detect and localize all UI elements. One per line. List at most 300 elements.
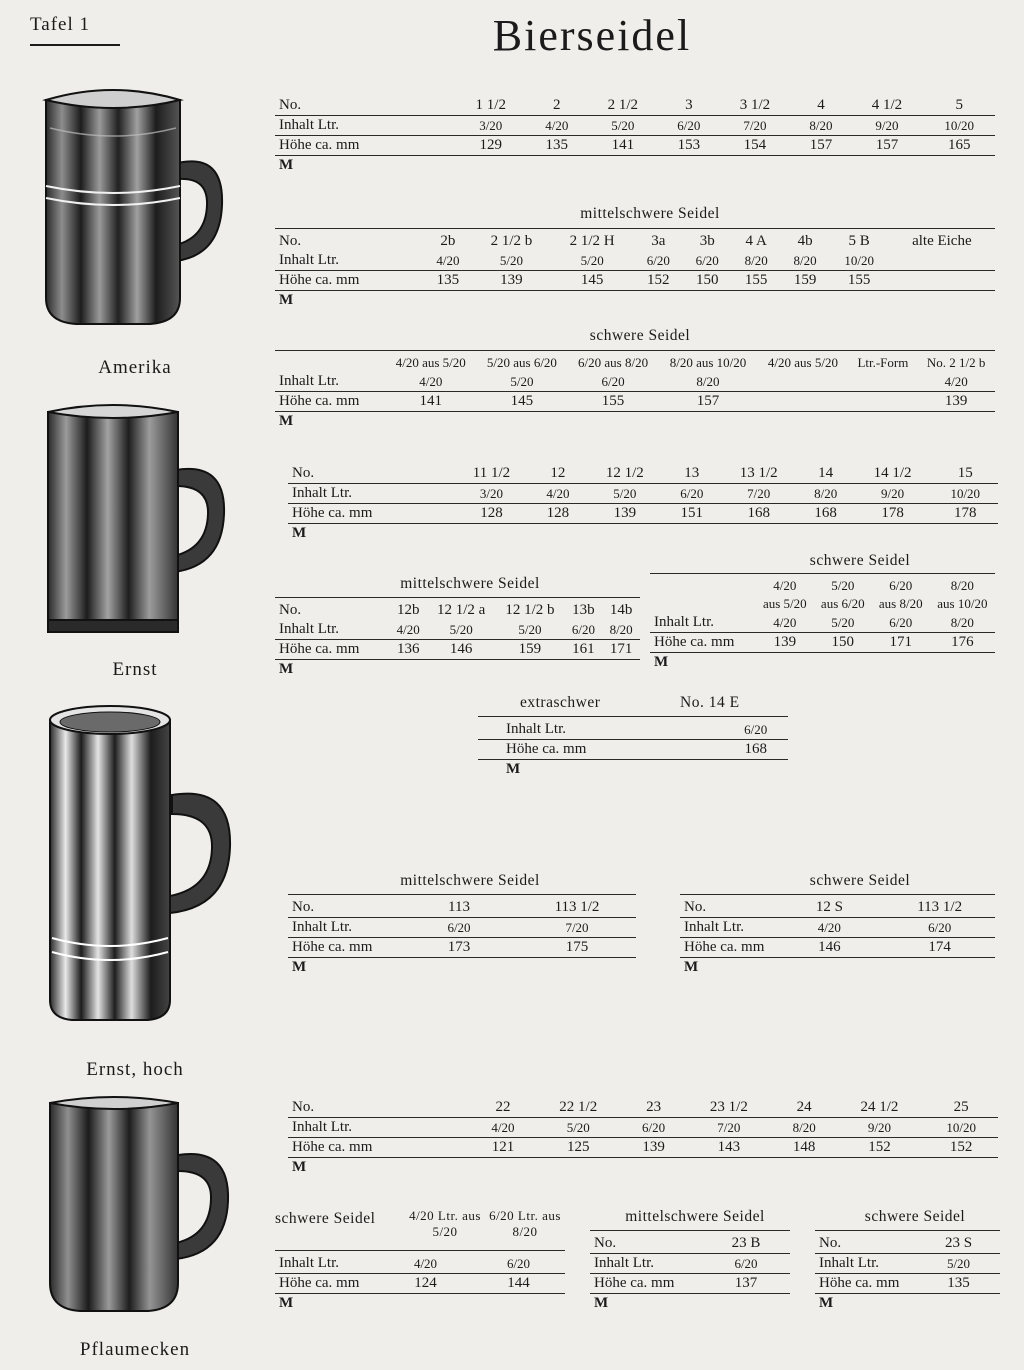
table-row xyxy=(275,1294,565,1314)
cell: 3 xyxy=(659,96,718,116)
cell: 13 1/2 xyxy=(719,464,799,484)
row-label-m: M xyxy=(292,1159,307,1175)
cell: 23 1/2 xyxy=(684,1098,774,1118)
cell: 146 xyxy=(774,938,884,958)
table-row xyxy=(650,633,995,653)
table-row xyxy=(288,898,636,918)
row-label-no: No. xyxy=(288,898,400,918)
table-seidel-1 xyxy=(275,96,995,175)
row-label-inhalt: Inhalt Ltr. xyxy=(275,1254,379,1274)
table-row xyxy=(275,412,995,432)
group-rule xyxy=(275,350,995,351)
table-row xyxy=(275,291,995,311)
cell: 155 xyxy=(732,271,781,291)
plate-number: Tafel 1 xyxy=(30,14,91,35)
cell: 10/20 xyxy=(924,1118,998,1138)
cell: 22 xyxy=(473,1098,534,1118)
cell: 6/20 xyxy=(665,484,719,504)
group-title-mittelschwere-3: mittelschwere Seidel xyxy=(400,872,540,889)
cell: 8/20 xyxy=(659,372,758,392)
row-label-m: M xyxy=(292,525,307,541)
row-label-hoehe: Höhe ca. mm xyxy=(590,1274,702,1294)
cell: 4/20 xyxy=(531,484,585,504)
cell: 145 xyxy=(476,392,567,412)
cell: 157 xyxy=(659,392,758,412)
cell: 175 xyxy=(518,938,636,958)
cell: 171 xyxy=(872,633,930,653)
cell: 7/20 xyxy=(718,116,791,136)
cell: 12 1/2 xyxy=(585,464,665,484)
page-title: Bierseidel xyxy=(492,11,692,60)
cell: 4/20 xyxy=(389,620,427,640)
cell: 12b xyxy=(396,602,420,618)
cell: 7/20 xyxy=(684,1118,774,1138)
row-label-inhalt: Inhalt Ltr. xyxy=(680,918,774,938)
cell: 152 xyxy=(634,271,683,291)
cell: 5/20 xyxy=(814,613,872,633)
row-label-inhalt: Inhalt Ltr. xyxy=(478,720,723,740)
table-row xyxy=(650,577,995,595)
cell: 10/20 xyxy=(933,484,999,504)
cell: 168 xyxy=(799,504,853,524)
cell: 165 xyxy=(923,136,995,156)
cell: 137 xyxy=(702,1274,790,1294)
cell: No. 2 1/2 b xyxy=(926,355,986,370)
table-row xyxy=(288,1098,998,1118)
group-title-schwere-5: schwere Seidel xyxy=(864,1208,966,1225)
table-seidel-9 xyxy=(680,898,995,977)
table-row xyxy=(650,613,995,633)
cell: 4/20 xyxy=(385,372,476,392)
cell: 176 xyxy=(930,633,995,653)
cell: 8/20 xyxy=(602,620,640,640)
cell: 4 A xyxy=(745,233,767,249)
mug-ernst-hoch-icon xyxy=(20,690,250,1055)
table-seidel-4 xyxy=(288,464,998,543)
row-label-inhalt: Inhalt Ltr. xyxy=(275,116,454,136)
cell: 12 xyxy=(531,464,585,484)
row-label-no: No. xyxy=(279,602,302,618)
cell: 178 xyxy=(853,504,933,524)
cell: alte Eiche xyxy=(912,233,972,249)
cell: 161 xyxy=(565,640,603,660)
cell: 129 xyxy=(454,136,527,156)
cell xyxy=(757,392,848,412)
table-row xyxy=(288,484,998,504)
cell: 173 xyxy=(400,938,518,958)
group-rule xyxy=(288,894,636,895)
row-label-hoehe: Höhe ca. mm xyxy=(288,504,452,524)
row-label-hoehe: Höhe ca. mm xyxy=(275,640,389,660)
row-label-m: M xyxy=(819,1295,834,1311)
cell: 157 xyxy=(851,136,924,156)
table-row xyxy=(275,271,995,291)
cell: 4b xyxy=(797,233,813,249)
cell: 5/20 xyxy=(427,620,495,640)
table-row xyxy=(275,640,640,660)
group-rule xyxy=(275,597,640,598)
row-label-hoehe: Höhe ca. mm xyxy=(650,633,756,653)
cell: 128 xyxy=(452,504,531,524)
cell: 2 1/2 H xyxy=(569,233,615,249)
row-label-hoehe: Höhe ca. mm xyxy=(680,938,774,958)
table-row xyxy=(815,1234,1000,1254)
cell: 23 S xyxy=(917,1234,1000,1254)
mug-illustration-ernst-hoch xyxy=(10,690,260,1081)
cell: 5/20 xyxy=(550,251,633,271)
cell: 5/20 aus 6/20 xyxy=(486,355,557,370)
row-label-inhalt: Inhalt Ltr. xyxy=(288,918,400,938)
row-label-inhalt: Inhalt Ltr. xyxy=(815,1254,917,1274)
cell: 10/20 xyxy=(923,116,995,136)
cell: 6/20 xyxy=(889,578,913,593)
cell: 4/20 aus 5/20 xyxy=(767,355,838,370)
table-row xyxy=(590,1274,790,1294)
table-seidel-7 xyxy=(478,720,788,779)
cell: 9/20 xyxy=(853,484,933,504)
cell: 159 xyxy=(781,271,830,291)
cell: 4/20 xyxy=(917,372,995,392)
group-rule xyxy=(590,1230,790,1231)
group-title-schwere-2: schwere Seidel xyxy=(809,552,911,569)
row-label-no: No. xyxy=(680,898,774,918)
row-label-no: No. xyxy=(288,464,452,484)
table-row xyxy=(275,1254,565,1274)
cell: 12 1/2 a xyxy=(437,602,486,618)
cell xyxy=(889,271,995,291)
table-row xyxy=(590,1294,790,1314)
schwere-head-a: 4/20 Ltr. aus 5/20 xyxy=(409,1208,481,1239)
row-label-m: M xyxy=(279,157,294,173)
cell: 171 xyxy=(602,640,640,660)
row-label-m: M xyxy=(279,1295,294,1311)
row-label-inhalt: Inhalt Ltr. xyxy=(275,251,423,271)
cell: 150 xyxy=(683,271,732,291)
cell: 7/20 xyxy=(719,484,799,504)
cell: 124 xyxy=(379,1274,472,1294)
group-title-mittelschwere-2: mittelschwere Seidel xyxy=(400,575,540,592)
table-seidel-3 xyxy=(275,354,995,431)
cell: 23 B xyxy=(702,1234,790,1254)
table-row xyxy=(275,116,995,136)
group-title-extraschwer: extraschwer xyxy=(520,694,601,711)
cell: 3b xyxy=(699,233,715,249)
cell: 14b xyxy=(609,602,633,618)
cell: 3a xyxy=(651,233,666,249)
cell: 168 xyxy=(719,504,799,524)
schwere-head-b: 6/20 Ltr. aus 8/20 xyxy=(489,1208,561,1239)
cell: 13b xyxy=(572,602,595,618)
cell: aus 5/20 xyxy=(762,596,807,611)
cell xyxy=(757,372,848,392)
cell: 22 1/2 xyxy=(533,1098,623,1118)
row-label-inhalt: Inhalt Ltr. xyxy=(288,484,452,504)
cell: 9/20 xyxy=(835,1118,925,1138)
cell: 141 xyxy=(385,392,476,412)
table-seidel-12 xyxy=(590,1234,790,1313)
table-row xyxy=(275,620,640,640)
cell: 6/20 aus 8/20 xyxy=(578,355,649,370)
row-label-no: No. xyxy=(815,1234,917,1254)
cell: 154 xyxy=(718,136,791,156)
table-row xyxy=(275,232,995,251)
cell: 5/20 xyxy=(533,1118,623,1138)
cell: 5/20 xyxy=(917,1254,1000,1274)
cell: 6/20 xyxy=(723,720,788,740)
cell: 148 xyxy=(774,1138,835,1158)
mug-caption: Ernst, hoch xyxy=(86,1059,184,1080)
cell: 5/20 xyxy=(495,620,564,640)
table-seidel-6 xyxy=(650,577,995,672)
table-row xyxy=(815,1254,1000,1274)
table-row xyxy=(275,1274,565,1294)
table-row xyxy=(275,392,995,412)
mug-illustration-pflaumecken xyxy=(10,1085,260,1361)
table-row xyxy=(478,760,788,780)
table-seidel-8 xyxy=(288,898,636,977)
cell: aus 8/20 xyxy=(878,596,923,611)
cell: 4 1/2 xyxy=(851,96,924,116)
cell: 1 1/2 xyxy=(454,96,527,116)
row-label-m: M xyxy=(279,661,294,677)
group-title-schwere-4: schwere Seidel xyxy=(275,1210,376,1227)
cell: 139 xyxy=(917,392,995,412)
cell: 5/20 xyxy=(472,251,550,271)
mug-illustration-ernst xyxy=(10,390,260,681)
row-label-hoehe: Höhe ca. mm xyxy=(478,740,723,760)
cell: 8/20 xyxy=(732,251,781,271)
table-seidel-11 xyxy=(275,1254,565,1313)
cell: 14 xyxy=(799,464,853,484)
table-row xyxy=(680,898,995,918)
table-row xyxy=(680,938,995,958)
cell: 6/20 xyxy=(623,1118,684,1138)
cell: 6/20 xyxy=(683,251,732,271)
cell: 5/20 xyxy=(586,116,659,136)
table-row xyxy=(288,938,636,958)
row-label-m: M xyxy=(279,413,294,429)
group-rule xyxy=(650,573,995,574)
cell: 10/20 xyxy=(830,251,889,271)
row-label-m: M xyxy=(292,959,307,975)
cell: 6/20 xyxy=(884,918,995,938)
cell: 128 xyxy=(531,504,585,524)
cell: 6/20 xyxy=(659,116,718,136)
row-label-m: M xyxy=(594,1295,609,1311)
cell: 7/20 xyxy=(518,918,636,938)
table-row xyxy=(275,156,995,176)
cell: 135 xyxy=(917,1274,1000,1294)
cell: 113 xyxy=(400,898,518,918)
cell: 8/20 aus 10/20 xyxy=(669,355,747,370)
cell: 4 xyxy=(791,96,850,116)
cell xyxy=(849,392,918,412)
row-label-hoehe: Höhe ca. mm xyxy=(815,1274,917,1294)
mug-illustration-amerika xyxy=(10,68,260,379)
cell: 174 xyxy=(884,938,995,958)
group-title-mittelschwere-1: mittelschwere Seidel xyxy=(580,205,720,222)
table-row xyxy=(288,1158,998,1178)
mug-caption: Pflaumecken xyxy=(79,1339,191,1360)
cell: 144 xyxy=(472,1274,565,1294)
table-row xyxy=(288,464,998,484)
cell: 23 xyxy=(623,1098,684,1118)
cell: 159 xyxy=(495,640,564,660)
cell: 8/20 xyxy=(930,613,995,633)
table-row xyxy=(288,958,636,978)
cell: 157 xyxy=(791,136,850,156)
table-row xyxy=(288,504,998,524)
table-row xyxy=(478,720,788,740)
table-row xyxy=(288,1118,998,1138)
table-row xyxy=(288,1138,998,1158)
table-row xyxy=(478,740,788,760)
cell: 4/20 xyxy=(379,1254,472,1274)
row-label-inhalt: Inhalt Ltr. xyxy=(590,1254,702,1274)
cell: 8/20 xyxy=(774,1118,835,1138)
group-rule xyxy=(275,1250,565,1251)
cell: 5/20 xyxy=(831,578,855,593)
cell: 113 1/2 xyxy=(884,898,995,918)
cell: 152 xyxy=(835,1138,925,1158)
cell: 6/20 xyxy=(872,613,930,633)
cell: 11 1/2 xyxy=(452,464,531,484)
table-row xyxy=(275,96,995,116)
cell: 139 xyxy=(756,633,814,653)
cell: 4/20 xyxy=(773,578,797,593)
group-rule xyxy=(275,228,995,229)
cell: 2 1/2 b xyxy=(490,233,533,249)
cell: 6/20 xyxy=(400,918,518,938)
cell: 4/20 xyxy=(473,1118,534,1138)
group-title-schwere-1: schwere Seidel xyxy=(589,327,691,344)
extraschwer-no: No. 14 E xyxy=(680,694,740,711)
table-row xyxy=(650,653,995,673)
row-label-no: No. xyxy=(590,1234,702,1254)
row-label-inhalt: Inhalt Ltr. xyxy=(275,620,389,640)
cell: 8/20 xyxy=(950,578,974,593)
group-rule xyxy=(478,716,788,717)
cell: 145 xyxy=(550,271,633,291)
cell: 136 xyxy=(389,640,427,660)
group-title-mittelschwere-4: mittelschwere Seidel xyxy=(625,1208,765,1225)
cell: 4/20 xyxy=(774,918,884,938)
mug-caption: Amerika xyxy=(98,357,172,378)
cell: 139 xyxy=(472,271,550,291)
cell: 8/20 xyxy=(799,484,853,504)
cell: 12 S xyxy=(774,898,884,918)
cell: 15 xyxy=(933,464,999,484)
table-row xyxy=(275,136,995,156)
table-row xyxy=(680,918,995,938)
cell: 151 xyxy=(665,504,719,524)
row-label-m: M xyxy=(654,654,669,670)
cell: 25 xyxy=(924,1098,998,1118)
cell: 4/20 xyxy=(423,251,472,271)
table-row xyxy=(275,354,995,372)
table-row xyxy=(650,595,995,613)
cell: 168 xyxy=(723,740,788,760)
cell: 3/20 xyxy=(452,484,531,504)
table-row xyxy=(590,1234,790,1254)
table-row xyxy=(680,958,995,978)
group-rule xyxy=(680,894,995,895)
cell: 113 1/2 xyxy=(518,898,636,918)
table-row xyxy=(275,601,640,620)
cell: 9/20 xyxy=(851,116,924,136)
cell: 2 xyxy=(527,96,586,116)
group-title-schwere-3: schwere Seidel xyxy=(809,872,911,889)
row-label-inhalt: Inhalt Ltr. xyxy=(275,372,385,392)
cell: 152 xyxy=(924,1138,998,1158)
cell: 6/20 xyxy=(565,620,603,640)
row-label-hoehe: Höhe ca. mm xyxy=(288,1138,473,1158)
row-label-hoehe: Höhe ca. mm xyxy=(275,271,423,291)
mug-amerika-icon xyxy=(28,68,243,353)
row-label-hoehe: Höhe ca. mm xyxy=(275,392,385,412)
cell: 8/20 xyxy=(791,116,850,136)
cell: 153 xyxy=(659,136,718,156)
cell: 146 xyxy=(427,640,495,660)
row-label-no: No. xyxy=(288,1098,473,1118)
table-seidel-2 xyxy=(275,232,995,310)
row-label-hoehe: Höhe ca. mm xyxy=(275,136,454,156)
cell: aus 6/20 xyxy=(820,596,865,611)
cell: 139 xyxy=(585,504,665,524)
table-row xyxy=(275,251,995,271)
cell: 6/20 xyxy=(567,372,658,392)
mug-caption: Ernst xyxy=(112,659,158,680)
cell: 143 xyxy=(684,1138,774,1158)
cell: 12 1/2 b xyxy=(505,602,555,618)
cell: 155 xyxy=(567,392,658,412)
cell: 135 xyxy=(527,136,586,156)
cell: 5 B xyxy=(848,233,870,249)
row-label-m: M xyxy=(684,959,699,975)
table-row xyxy=(288,524,998,544)
mug-pflaumecken-icon xyxy=(28,1085,243,1335)
table-seidel-10 xyxy=(288,1098,998,1177)
group-rule xyxy=(815,1230,1000,1231)
cell: 24 xyxy=(774,1098,835,1118)
cell: 155 xyxy=(830,271,889,291)
table-row xyxy=(288,918,636,938)
cell xyxy=(849,372,918,392)
cell: 5/20 xyxy=(476,372,567,392)
cell: 2 1/2 xyxy=(586,96,659,116)
row-label-m: M xyxy=(506,761,521,777)
cell: 4/20 aus 5/20 xyxy=(395,355,466,370)
cell: 178 xyxy=(933,504,999,524)
cell xyxy=(889,251,995,271)
cell: 141 xyxy=(586,136,659,156)
mug-ernst-icon xyxy=(28,390,243,655)
row-label-no: No. xyxy=(279,233,302,249)
row-label-inhalt: Inhalt Ltr. xyxy=(650,613,756,633)
cell: 13 xyxy=(665,464,719,484)
row-label-inhalt: Inhalt Ltr. xyxy=(288,1118,473,1138)
cell: 8/20 xyxy=(781,251,830,271)
cell: 6/20 xyxy=(472,1254,565,1274)
table-row xyxy=(275,372,995,392)
row-label-no: No. xyxy=(275,96,454,116)
row-label-hoehe: Höhe ca. mm xyxy=(275,1274,379,1294)
cell: 14 1/2 xyxy=(853,464,933,484)
row-label-hoehe: Höhe ca. mm xyxy=(288,938,400,958)
cell: 3/20 xyxy=(454,116,527,136)
table-seidel-13 xyxy=(815,1234,1000,1313)
cell: 2b xyxy=(440,233,456,249)
